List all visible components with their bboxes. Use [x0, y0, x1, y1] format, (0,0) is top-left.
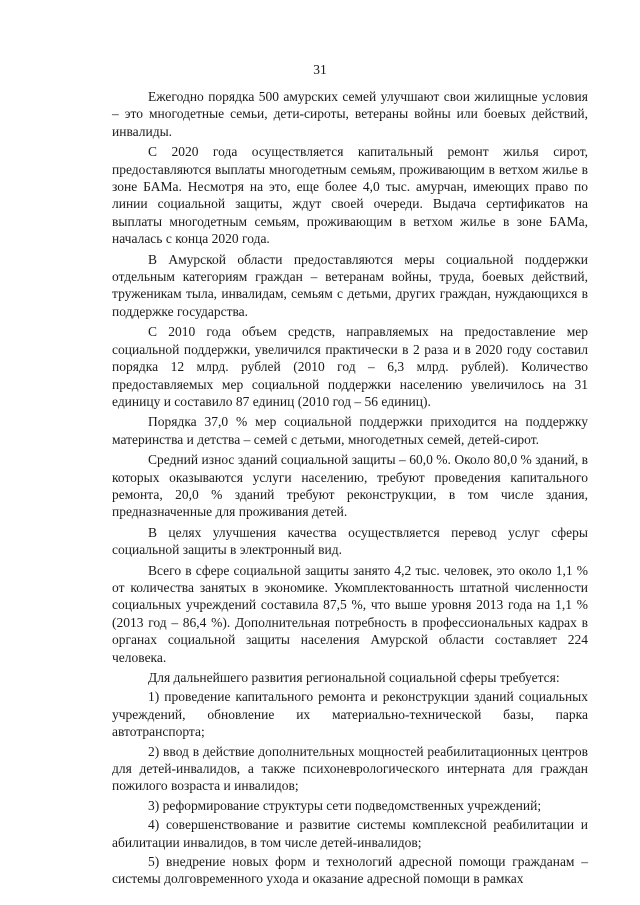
paragraph-social-support-measures: В Амурской области предоставляются меры социальной поддержки отдельным категориям граждан – ветеранам войны, труда, боевых действий, труженикам тыла, инвалидам, семьям с детьми, других граждан, нуждающихся в поддержке государства.	[112, 251, 588, 319]
paragraph-staffing: Всего в сфере социальной защиты занято 4,2 тыс. человек, это около 1,1 % от количества занятых в экономике. Укомплектованность штатной численности социальных учреждений составила 87,5 %, что выше уровня 2013 года на 1,1 % (2013 год – 86,4 %). Дополнительная потребность в профессиональных кадрах в органах социальной защиты населения Амурской области составляет 224 человека.	[112, 562, 588, 665]
paragraph-funding-growth: С 2010 года объем средств, направляемых на предоставление мер социальной поддержки, увеличился практически в 2 раза и в 2020 году составил порядка 12 млрд. рублей (2010 год – 6,3 млрд. рублей). Количество предоставляемых мер социальной поддержки населению увеличилось на 31 единицу и составило 87 единиц (2010 год – 56 единиц).	[112, 324, 588, 409]
page-body	[112, 88, 588, 890]
list-item-capital-repair: 1) проведение капитального ремонта и реконструкции зданий социальных учреждений, обновление их материально-технической базы, парка автотранспорта;	[112, 689, 588, 740]
paragraph-digital-services: В целях улучшения качества осуществляется перевод услуг сферы социальной защиты в электронный вид.	[112, 524, 588, 558]
list-item-rehabilitation-system: 4) совершенствование и развитие системы комплексной реабилитации и абилитации инвалидов, в том числе детей-инвалидов;	[112, 817, 588, 850]
paragraph-building-wear: Средний износ зданий социальной защиты – 60,0 %. Около 80,0 % зданий, в которых оказываются услуги населению, требуют проведения капитального ремонта, 20,0 % зданий требуют реконструкции, в том числе здания, предназначенные для проживания детей.	[112, 452, 588, 520]
list-item-targeted-assistance: 5) внедрение новых форм и технологий адресной помощи гражданам – системы долговременного ухода и оказание адресной помощи в рамках	[112, 854, 588, 887]
list-item-network-reform: 3) реформирование структуры сети подведомственных учреждений;	[148, 797, 542, 813]
paragraph-orphan-housing-repair: С 2020 года осуществляется капитальный ремонт жилья сирот, предоставляются выплаты многодетным семьям, проживающим в ветхом жилье в зоне БАМа. Несмотря на это, еще более 4,0 тыс. амурчан, имеющих право по линии социальной защиты, ждут своей очереди. Выдача сертификатов на выплаты многодетным семьям, проживающим в ветхом жилье в зоне БАМа, началась с конца 2020 года.	[112, 144, 588, 247]
page-number: 31	[313, 62, 327, 77]
list-item-rehab-centers: 2) ввод в действие дополнительных мощностей реабилитационных центров для детей-инвалидов, а также психоневрологического интерната для граждан пожилого возраста и инвалидов;	[112, 743, 588, 794]
paragraph-requirements-intro: Для дальнейшего развития региональной социальной сферы требуется:	[148, 670, 560, 685]
paragraph-housing-families: Ежегодно порядка 500 амурских семей улучшают свои жилищные условия – это многодетные семьи, дети-сироты, ветераны войны или боевых действий, инвалиды.	[112, 89, 588, 139]
paragraph-maternity-support-share: Порядка 37,0 % мер социальной поддержки приходится на поддержку материнства и детства – семей с детьми, многодетных семей, детей-сирот.	[112, 414, 588, 447]
